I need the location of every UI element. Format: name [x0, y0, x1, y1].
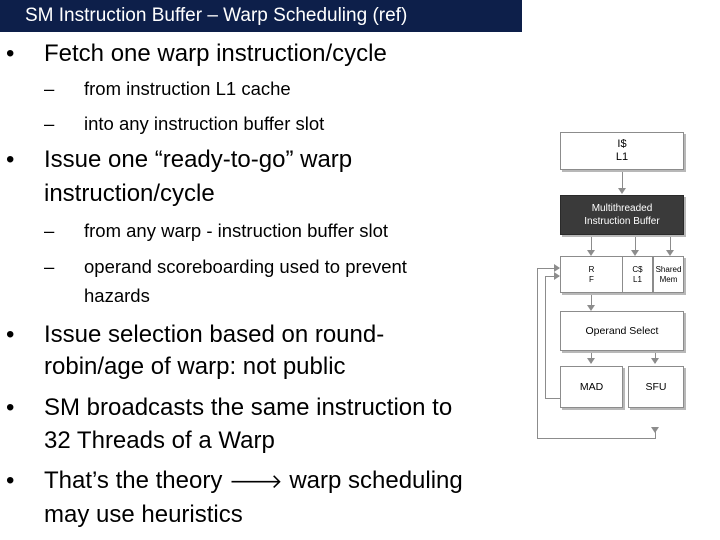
shared-label: Mem: [659, 274, 678, 284]
icache-label: L1: [615, 151, 629, 163]
sm-pipeline-diagram: [520, 130, 720, 450]
operand-select-label: Operand Select: [585, 325, 659, 337]
shared-memory-box: [653, 256, 684, 293]
slide-title: SM Instruction Buffer – Warp Scheduling (ref): [0, 0, 522, 32]
sub-bullet-text: hazards: [84, 285, 150, 306]
icache-box: [560, 132, 684, 170]
sub-bullet-text: into any instruction buffer slot: [84, 113, 325, 134]
cache-label: C$: [632, 264, 643, 274]
sub-bullet-text: from any warp - instruction buffer slot: [84, 220, 389, 241]
rf-label: R: [588, 264, 595, 274]
arrow-down-icon: [587, 358, 595, 364]
ibuffer-label: Multithreaded: [591, 203, 653, 214]
arrow-down-icon: [651, 358, 659, 364]
bullet-text: 32 Threads of a Warp: [44, 427, 275, 454]
bullet-text: may use heuristics: [44, 501, 243, 528]
instruction-buffer-box: [560, 195, 684, 235]
sub-bullet-text: from instruction L1 cache: [84, 78, 291, 99]
arrow-down-icon: [618, 188, 626, 194]
bullet-text: robin/age of warp: not public: [44, 353, 346, 380]
theory-text-after: warp scheduling: [289, 467, 463, 494]
constant-cache-box: [622, 256, 653, 293]
bullet-dot: •: [6, 394, 15, 421]
mad-label: MAD: [579, 381, 604, 393]
sub-bullet-text: operand scoreboarding used to prevent: [84, 256, 407, 277]
arrow-down-icon: [651, 427, 659, 433]
register-file-box: [560, 256, 623, 293]
shared-label: Shared: [655, 264, 682, 274]
bullet-dot: •: [6, 40, 15, 67]
bullet-text: SM broadcasts the same instruction to: [44, 394, 453, 421]
bullet-dot: •: [6, 467, 15, 494]
operand-select-box: [560, 311, 684, 351]
sub-bullet-dash: –: [44, 256, 55, 277]
cache-label: L1: [633, 274, 642, 284]
bullet-dot: •: [6, 146, 15, 173]
bullet-dot: •: [6, 321, 15, 348]
theory-text: That’s the theory: [44, 467, 223, 494]
bullet-text: Fetch one warp instruction/cycle: [44, 40, 387, 67]
bullet-text: Issue selection based on round-: [44, 321, 385, 348]
loop-wire-bottom: [537, 438, 655, 439]
arrow-right-icon: 🡒: [229, 469, 283, 493]
sub-bullet-dash: –: [44, 113, 55, 134]
bullet-text: Issue one “ready-to-go” warp: [44, 146, 353, 173]
bullet-text: instruction/cycle: [44, 180, 215, 207]
loop-wire-left: [537, 268, 538, 438]
sub-bullet-dash: –: [44, 78, 55, 99]
loop2-wire-left: [545, 276, 546, 398]
rf-label: F: [589, 274, 594, 284]
bullet-text: [44, 464, 463, 498]
icache-label: I$: [617, 138, 627, 150]
sfu-label: SFU: [645, 381, 667, 393]
sub-bullet-dash: –: [44, 220, 55, 241]
ibuffer-label: Instruction Buffer: [584, 216, 660, 227]
sfu-box: [628, 366, 684, 408]
mad-box: [560, 366, 623, 408]
